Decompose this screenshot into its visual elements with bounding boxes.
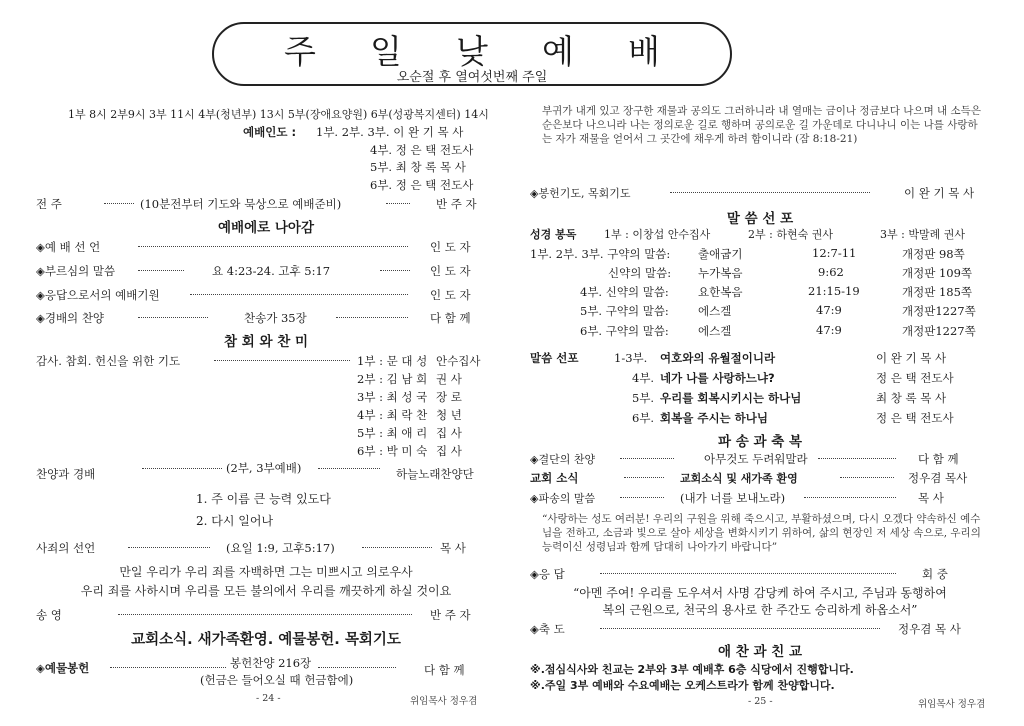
prayer-label: 감사. 참회. 헌신을 위한 기도	[36, 354, 181, 368]
order-item-person: 다 함 께	[430, 311, 471, 325]
prayer-title: 장 로	[436, 390, 462, 404]
prayer-title: 청 년	[436, 408, 462, 422]
dotted-leader	[214, 360, 350, 361]
scripture-part: 1부. 2부. 3부. 구약의 말씀:	[530, 247, 671, 261]
prayer-title: 집 사	[436, 426, 462, 440]
page-subtitle: 오순절 후 열여섯번째 주일	[396, 70, 548, 85]
dotted-leader	[138, 317, 208, 318]
sermon-person: 정 은 택 전도사	[876, 411, 954, 425]
order-item-label: ◈부르심의 말씀	[36, 264, 116, 278]
dotted-leader	[620, 458, 674, 459]
scripture-part: 5부. 구약의 말씀:	[580, 304, 669, 318]
prayer-person: 2부 : 김 남 희	[357, 372, 428, 386]
leaders-label: 예배인도 :	[243, 125, 297, 139]
dotted-leader	[670, 192, 870, 193]
page-number: - 25 -	[748, 696, 773, 707]
prayer-person: 6부 : 박 미 숙	[357, 444, 428, 458]
news-mid: 교회소식 및 새가족 환영	[680, 472, 798, 485]
dotted-leader	[336, 317, 408, 318]
prayer-person: 3부 : 최 성 국	[357, 390, 428, 404]
section-heading: 참 회 와 찬 미	[223, 334, 308, 350]
dotted-leader	[118, 614, 412, 615]
scripture-book: 에스겔	[698, 304, 732, 318]
leader-line: 1부. 2부. 3부. 이 완 기 목 사	[316, 125, 464, 139]
dotted-leader	[138, 270, 184, 271]
dotted-leader	[818, 458, 896, 459]
sermon-title: 네가 나를 사랑하느냐?	[660, 371, 775, 385]
sermon-title: 우리를 회복시키시는 하나님	[660, 391, 802, 405]
sermon-person: 최 창 록 목 사	[876, 391, 947, 405]
leader-line: 6부. 정 은 택 전도사	[370, 178, 474, 192]
scripture-page: 개정판 109쪽	[902, 266, 973, 280]
praise-song: 1. 주 이름 큰 능력 있도다	[196, 492, 331, 506]
scripture-ref: 47:9	[816, 323, 842, 337]
order-item-person: 인 도 자	[430, 288, 471, 302]
scripture-ref: 12:7-11	[812, 246, 857, 260]
reading-person: 2부 : 하현숙 권사	[748, 228, 833, 241]
song-person: 반 주 자	[430, 608, 471, 622]
sermon-part: 5부.	[632, 391, 655, 405]
dotted-leader	[128, 547, 210, 548]
service-schedule: 1부 8시 2부9시 3부 11시 4부(청년부) 13시 5부(장애요양원) 6부(성광복지센터) 14시	[68, 108, 489, 121]
order-item-label: ◈예 배 선 언	[36, 240, 101, 254]
prelude-label: 전 주	[36, 197, 62, 211]
response-person: 회 중	[922, 567, 948, 581]
order-item-person: 인 도 자	[430, 264, 471, 278]
scripture-ref: 9:62	[818, 265, 844, 279]
scripture-book: 에스겔	[698, 324, 732, 338]
prayer-person: 4부 : 최 락 찬	[357, 408, 428, 422]
scripture-ref: 21:15-19	[808, 284, 860, 298]
order-item-mid: 찬송가 35장	[244, 311, 307, 325]
dotted-leader	[380, 270, 410, 271]
dotted-leader	[190, 294, 408, 295]
dotted-leader	[318, 667, 396, 668]
scripture-part: 4부. 신약의 말씀:	[580, 285, 669, 299]
scripture-book: 요한복음	[698, 285, 743, 299]
scripture-verse: 부귀가 내게 있고 장구한 재물과 공의도 그러하니라 내 열매는 금이나 정금보다 나으며 내 소득은 순은보다 나으니라 나는 정의로운 길로 행하며 공의로운 길 가운데로 다니나니 이는 나를 사랑하는 자가 재물을 얻어서 그 곳간에 채우게 하려 함이니라 (잠 8:18-21)	[542, 105, 981, 145]
offering-note: (헌금은 들어오실 때 헌금함에)	[200, 673, 354, 687]
signature: 위임목사 정우겸	[918, 699, 986, 710]
absolution-label: 사죄의 선언	[36, 541, 96, 555]
scripture-part: 6부. 구약의 말씀:	[580, 324, 669, 338]
scripture-page: 개정판 98쪽	[902, 247, 965, 261]
sermon-part: 1-3부.	[614, 351, 648, 365]
scripture-page: 개정판 185쪽	[902, 285, 973, 299]
dotted-leader	[600, 573, 896, 574]
dotted-leader	[104, 203, 134, 204]
praise-person: 하늘노래찬양단	[396, 467, 474, 481]
decision-mid: 아무것도 두려워말라	[704, 452, 808, 466]
page-number: - 24 -	[256, 693, 281, 704]
news-person: 정우겸 목사	[908, 471, 968, 485]
order-item-label: ◈경배의 찬양	[36, 311, 105, 325]
scripture-book: 누가복음	[698, 266, 743, 280]
decision-person: 다 함 께	[918, 452, 959, 466]
scripture-book: 출애굽기	[698, 247, 743, 261]
section-heading: 예배에로 나아감	[218, 220, 314, 236]
scripture-ref: 47:9	[816, 303, 842, 317]
prelude-person: 반 주 자	[436, 197, 477, 211]
section-heading: 파 송 과 축 복	[717, 434, 802, 450]
notice: ※.주일 3부 예배와 수요예배는 오케스트라가 함께 찬양합니다.	[530, 679, 835, 692]
sermon-person: 이 완 기 목 사	[876, 351, 947, 365]
signature: 위임목사 정우겸	[410, 696, 478, 707]
sending-label: ◈파송의 말씀	[530, 492, 596, 505]
scripture-part: 신약의 말씀:	[608, 266, 672, 280]
absolution-mid: (요일 1:9, 고후5:17)	[226, 541, 335, 555]
dotted-leader	[142, 468, 222, 469]
response-label: ◈응 답	[530, 567, 565, 581]
section-heading: 애 찬 과 친 교	[717, 644, 802, 660]
sermon-part: 4부.	[632, 371, 655, 385]
prayer-person: 5부 : 최 애 리	[357, 426, 428, 440]
praise-mid: (2부, 3부예배)	[226, 461, 302, 475]
leader-line: 5부. 최 창 록 목 사	[370, 160, 466, 174]
sending-mid: (내가 너를 보내노라)	[680, 491, 786, 505]
prayer-title: 안수집사	[436, 354, 481, 368]
prelude-desc: (10분전부터 기도와 묵상으로 예배준비)	[140, 197, 342, 211]
dotted-leader	[600, 628, 880, 629]
dotted-leader	[318, 468, 380, 469]
scripture-page: 개정판1227쪽	[902, 324, 976, 338]
offering-mid: 봉헌찬양 216장	[230, 656, 312, 670]
reading-person: 1부 : 이창섭 안수집사	[604, 228, 711, 241]
dotted-leader	[840, 477, 894, 478]
order-item-mid: 요 4:23-24. 고후 5:17	[212, 264, 331, 278]
reading-person: 3부 : 박말례 권사	[880, 228, 965, 241]
reading-label: 성경 봉독	[530, 228, 577, 241]
sending-text: “사랑하는 성도 여러분! 우리의 구원을 위해 죽으시고, 부활하셨으며, 다시 오겠다 약속하신 예수님을 전하고, 소금과 빛으로 살아 세상을 변화시키기 위하여, 삶의 현장인 저 세상 속으로, 우리의 능력이신 성령님과 함께 담대히 나아가기 바랍니다”	[542, 513, 981, 553]
dotted-leader	[110, 667, 226, 668]
sending-person: 목 사	[918, 491, 944, 505]
dotted-leader	[804, 497, 896, 498]
notice: ※.점심식사와 친교는 2부와 3부 예배후 6층 식당에서 진행합니다.	[530, 663, 854, 676]
sermon-title: 회복을 주시는 하나님	[660, 411, 768, 425]
praise-label: 찬양과 경배	[36, 467, 96, 481]
prayer-title: 권 사	[436, 372, 462, 386]
dotted-leader	[624, 477, 664, 478]
dotted-leader	[362, 547, 432, 548]
scripture-page: 개정판1227쪽	[902, 304, 976, 318]
section-heading: 말 씀 선 포	[726, 211, 794, 227]
offering-label: ◈예물봉헌	[36, 661, 90, 675]
order-item-label: ◈응답으로서의 예배기원	[36, 288, 160, 302]
leader-line: 4부. 정 은 택 전도사	[370, 143, 474, 157]
sermon-label: 말씀 선포	[530, 351, 579, 365]
prayer-person: 1부 : 문 대 성	[357, 354, 428, 368]
offering-person: 다 함 께	[424, 663, 465, 677]
order-item-person: 인 도 자	[430, 240, 471, 254]
song-label: 송 영	[36, 608, 62, 622]
blessing-label: ◈축 도	[530, 622, 565, 636]
decision-label: ◈결단의 찬양	[530, 453, 596, 466]
prayer-title: 집 사	[436, 444, 462, 458]
absolution-text: 만일 우리가 우리 죄를 자백하면 그는 미쁘시고 의로우사	[119, 565, 413, 579]
sermon-part: 6부.	[632, 411, 655, 425]
dotted-leader	[620, 497, 664, 498]
dotted-leader	[386, 203, 410, 204]
news-label: 교회 소식	[530, 471, 579, 485]
absolution-person: 목 사	[440, 541, 466, 555]
page-title: 주 일 낮 예 배	[284, 32, 660, 71]
dedication-person: 이 완 기 목 사	[904, 186, 975, 200]
blessing-person: 정우겸 목 사	[898, 622, 961, 636]
title-box	[212, 22, 732, 86]
dedication-label: ◈봉헌기도, 목회기도	[530, 187, 631, 200]
absolution-text: 우리 죄를 사하시며 우리를 모든 불의에서 우리를 깨끗하게 하실 것이요	[80, 584, 452, 598]
section-heading: 교회소식. 새가족환영. 예물봉헌. 목회기도	[131, 632, 401, 648]
praise-song: 2. 다시 일어나	[196, 514, 274, 528]
response-text: “아멘 주여! 우리를 도우셔서 사명 감당케 하여 주시고, 주님과 동행하여	[573, 586, 947, 600]
sermon-title: 여호와의 유월절이니라	[660, 351, 776, 365]
sermon-person: 정 은 택 전도사	[876, 371, 954, 385]
dotted-leader	[138, 246, 408, 247]
response-text: 복의 근원으로, 천국의 용사로 한 주간도 승리하게 하옵소서”	[602, 603, 918, 617]
